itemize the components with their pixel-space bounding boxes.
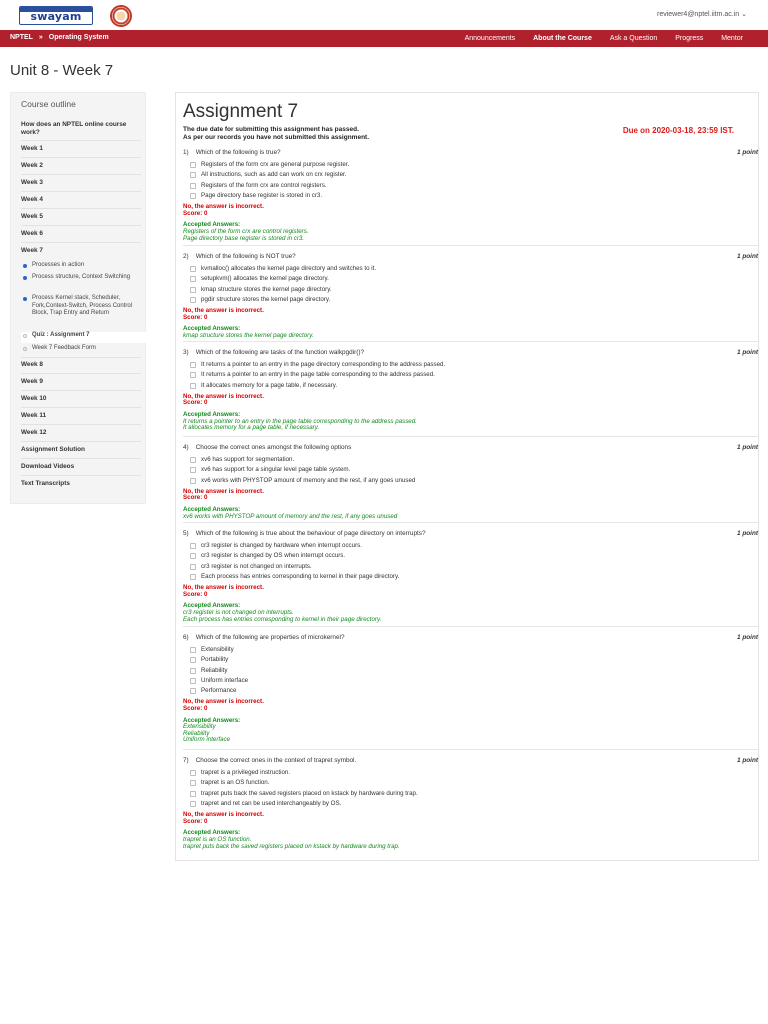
page-title: Unit 8 - Week 7 [10,62,114,79]
accepted-answers-label: Accepted Answers: [183,411,241,419]
option-label: Each process has entries corresponding to kernel in their page directory. [201,572,400,580]
answer-option[interactable] [183,667,758,677]
question-divider [183,749,758,750]
answer-option[interactable] [183,790,758,800]
option-label: Uniform interface [201,676,249,684]
answer-option[interactable] [183,656,758,666]
option-checkbox[interactable] [190,362,196,368]
incorrect-message: No, the answer is incorrect. [183,487,264,495]
accepted-answer: kmap structure stores the kernel page directory. [183,331,314,339]
option-label: xv6 has support for segmentation. [201,456,295,463]
accepted-answers-label: Accepted Answers: [183,325,241,333]
option-checkbox[interactable] [190,172,196,178]
option-checkbox[interactable] [190,183,196,189]
answer-feedback [183,489,758,520]
score-text: Score: 0 [183,209,208,217]
option-checkbox[interactable] [190,162,196,168]
option-checkbox[interactable] [190,678,196,684]
answer-option[interactable] [183,573,758,583]
option-label: Registers of the form crx are general purpose register. [201,161,350,168]
score-text: Score: 0 [183,399,208,407]
sidebar-subitem-label: Quiz : Assignment 7 [32,332,90,338]
score-text: Score: 0 [183,590,208,598]
sidebar-divider [21,174,141,175]
sidebar-divider [21,157,141,158]
option-label: Portability [201,656,229,664]
option-checkbox[interactable] [190,647,196,653]
option-checkbox[interactable] [190,688,196,694]
question-header [183,253,758,265]
accepted-answer: Page directory base register is stored in cr3. [183,234,305,242]
answer-option[interactable] [183,687,758,697]
top-header [0,0,768,30]
question-divider [183,626,758,627]
sidebar-divider [21,407,141,408]
question-number: 5) [183,530,189,537]
sidebar-subitem[interactable] [23,274,141,282]
option-checkbox[interactable] [190,297,196,303]
question-number: 6) [183,634,189,641]
answer-option[interactable] [183,171,758,181]
incorrect-message: No, the answer is incorrect. [183,307,264,315]
nav-progress[interactable]: Progress [675,35,704,42]
sidebar-divider [21,424,141,425]
accepted-answers-label: Accepted Answers: [183,602,241,610]
accepted-answer: Each process has entries corresponding to kernel in their page directory. [183,615,382,623]
incorrect-message: No, the answer is incorrect. [183,203,264,211]
option-label: trapret is a privileged instruction. [201,769,291,776]
incorrect-message: No, the answer is incorrect. [183,811,264,819]
sidebar-item-week-7[interactable]: Week 7 [21,247,43,254]
answer-option[interactable] [183,542,758,552]
swayam-logo[interactable] [19,6,93,25]
assignment-card [175,92,759,861]
accepted-answers-label: Accepted Answers: [183,829,241,837]
sidebar-subitem[interactable] [23,345,141,353]
breadcrumb-nptel[interactable]: NPTEL [10,34,33,41]
sidebar-divider [21,140,141,141]
question-text: Which of the following is NOT true? [195,253,296,260]
answer-option[interactable] [183,646,758,656]
option-label: cr3 register is not changed on interrupts. [201,562,312,570]
option-label: It allocates memory for a page table, if necessary. [201,381,338,389]
breadcrumb [10,34,113,41]
completed-dot-icon [23,264,27,268]
question-block [183,530,758,623]
option-checkbox[interactable] [190,478,196,484]
sidebar-subitem-label: Process structure, Context Switching [32,274,131,280]
answer-feedback [183,812,758,850]
question-header [183,530,758,542]
question-divider [183,341,758,342]
answer-option[interactable] [183,275,758,285]
option-label: xv6 has support for a singular level page table system. [201,466,351,474]
nav-mentor[interactable]: Mentor [721,35,743,42]
question-points: 1 point [737,149,758,156]
answer-option[interactable] [183,563,758,573]
question-block [183,349,758,432]
answer-feedback [183,204,758,242]
option-label: pgdir structure stores the kernel page directory. [201,295,331,303]
breadcrumb-separator: » [38,34,43,41]
sidebar-subitem-label: Processes in action [32,262,85,268]
question-divider [183,436,758,437]
answer-option[interactable] [183,800,758,810]
question-header [183,149,758,161]
breadcrumb-course[interactable]: Operating System [48,34,109,41]
sidebar-item-week-3[interactable]: Week 3 [21,179,43,186]
sidebar-divider [21,357,141,358]
answer-option[interactable] [183,182,758,192]
answer-option[interactable] [183,265,758,275]
option-checkbox[interactable] [190,564,196,570]
institute-seal-icon[interactable] [110,5,132,27]
accepted-answers-label: Accepted Answers: [183,221,241,229]
answer-option[interactable] [183,779,758,789]
question-points: 1 point [737,634,758,641]
question-number: 1) [183,149,189,156]
option-checkbox[interactable] [190,287,196,293]
option-label: trapret and ret can be used interchangeably by OS. [201,799,342,807]
option-label: It returns a pointer to an entry in the page directory corresponding to the address passed. [201,361,446,368]
question-block [183,444,758,520]
assignment-title: Assignment 7 [183,101,299,122]
question-text: Choose the correct ones amongst the following options [195,444,352,451]
sidebar-item-how-it-works[interactable]: How does an NPTEL online course work? [21,121,127,136]
sidebar-divider [21,242,141,243]
question-block [183,149,758,242]
sidebar-item-week-11[interactable]: Week 11 [21,412,47,419]
answer-feedback [183,308,758,339]
incorrect-message: No, the answer is incorrect. [183,698,264,706]
sidebar-item-download-videos[interactable]: Download Videos [21,463,75,470]
score-text: Score: 0 [183,817,208,825]
option-checkbox[interactable] [190,457,196,463]
option-label: All instructions, such as add can work on crx register. [201,171,347,179]
sidebar-item-text-transcripts[interactable]: Text Transcripts [21,480,70,487]
accepted-answer: It allocates memory for a page table, if necessary. [183,424,320,432]
question-points: 1 point [737,757,758,764]
sidebar-item-week-6[interactable]: Week 6 [21,230,43,237]
question-points: 1 point [737,444,758,451]
sidebar-subitem[interactable] [23,262,141,270]
completed-dot-icon [23,276,27,280]
option-checkbox[interactable] [190,553,196,559]
question-block [183,634,758,744]
unvisited-circle-icon [23,347,27,351]
question-points: 1 point [737,349,758,356]
answer-option[interactable] [183,192,758,202]
course-outline-title: Course outline [21,99,76,109]
question-divider [183,245,758,246]
accepted-answer: cr3 register is not changed on interrupts. [183,608,294,616]
option-label: trapret puts back the saved registers placed on kstack by hardware during trap. [201,789,418,797]
sidebar-subitem-label: Process Kernel stack, Scheduler, Fork,Context-Switch, Process Control Block, Trap Entry and Return [32,295,133,316]
question-block [183,757,758,850]
notice-line-2: As per our records you have not submitted this assignment. [183,134,370,141]
sidebar-item-week-1[interactable]: Week 1 [21,145,43,152]
completed-dot-icon [23,297,27,301]
sidebar-item-week-9[interactable]: Week 9 [21,378,43,385]
option-checkbox[interactable] [190,193,196,199]
option-label: trapret is an OS function. [201,779,270,787]
option-checkbox[interactable] [190,467,196,473]
answer-option[interactable] [183,361,758,371]
option-label: It returns a pointer to an entry in the page table corresponding to the address passed. [201,371,435,379]
sidebar-divider [21,373,141,374]
question-header [183,634,758,646]
question-number: 4) [183,444,189,451]
option-label: Extensibility [201,646,234,653]
answer-option[interactable] [183,456,758,466]
option-checkbox[interactable] [190,383,196,389]
answer-option[interactable] [183,552,758,562]
answer-option[interactable] [183,477,758,487]
option-label: kvmalloc() allocates the kernel page directory and switches to it. [201,265,377,272]
accepted-answer: trapret puts back the saved registers placed on kstack by hardware during trap. [183,842,400,850]
sidebar-divider [21,191,141,192]
sidebar-item-week-5[interactable]: Week 5 [21,213,43,220]
option-label: Registers of the form crx are control registers. [201,181,327,189]
option-checkbox[interactable] [190,543,196,549]
answer-option[interactable] [183,286,758,296]
question-number: 7) [183,757,189,764]
option-label: cr3 register is changed by OS when interrupt occurs. [201,552,346,560]
accepted-answer: trapret is an OS function. [183,835,252,843]
sidebar-divider [21,390,141,391]
option-label: Page directory base register is stored in cr3. [201,191,323,199]
submission-notice [183,126,369,142]
option-label: setupkvm() allocates the kernel page directory. [201,275,329,283]
accepted-answers-label: Accepted Answers: [183,506,241,514]
accepted-answer: Registers of the form crx are control registers. [183,227,309,235]
question-number: 2) [183,253,189,260]
sidebar-divider [21,458,141,459]
course-outline-sidebar [10,92,146,504]
option-checkbox[interactable] [190,780,196,786]
score-text: Score: 0 [183,494,208,502]
answer-option[interactable] [183,677,758,687]
question-divider [183,522,758,523]
option-checkbox[interactable] [190,574,196,580]
user-account-menu[interactable]: reviewer4@nptel.iitm.ac.in ⌄ [656,11,747,18]
score-text: Score: 0 [183,313,208,321]
nav-ask-question[interactable]: Ask a Question [609,35,658,42]
sidebar-subitem[interactable] [23,295,141,318]
accepted-answer: It returns a pointer to an entry in the page table corresponding to the address passed. [183,417,417,425]
answer-option[interactable] [183,466,758,476]
sidebar-item-week-8[interactable]: Week 8 [21,361,43,368]
option-checkbox[interactable] [190,276,196,282]
accepted-answer: Reliability [183,729,210,737]
sidebar-item-week-10[interactable]: Week 10 [21,395,47,402]
question-text: Which of the following is true? [195,149,281,156]
question-text: Choose the correct ones in the context of trapret symbol. [195,757,357,764]
option-checkbox[interactable] [190,791,196,797]
sidebar-divider [21,475,141,476]
nav-about-course[interactable]: About the Course [533,35,592,42]
answer-option[interactable] [183,769,758,779]
accepted-answers-label: Accepted Answers: [183,716,241,724]
sidebar-divider [21,208,141,209]
sidebar-subitem-label: Week 7 Feedback Form [32,345,96,351]
sidebar-divider [21,225,141,226]
option-checkbox[interactable] [190,801,196,807]
answer-option[interactable] [183,371,758,381]
accepted-answer: Extensibility [183,723,216,731]
course-navbar [0,30,768,47]
answer-feedback [183,699,758,744]
answer-feedback [183,585,758,623]
score-text: Score: 0 [183,705,208,713]
incorrect-message: No, the answer is incorrect. [183,392,264,400]
question-header [183,757,758,769]
sidebar-item-week-4[interactable]: Week 4 [21,196,43,203]
question-points: 1 point [737,253,758,260]
sidebar-divider [21,441,141,442]
question-block [183,253,758,340]
question-text: Which of the following are properties of microkernel? [195,634,345,641]
answer-option[interactable] [183,296,758,306]
option-label: kmap structure stores the kernel page directory. [201,285,332,293]
question-text: Which of the following are tasks of the function walkpgdir()? [195,349,365,356]
swayam-logo-text: swayam [30,10,82,23]
question-header [183,349,758,361]
answer-option[interactable] [183,382,758,392]
option-label: cr3 register is changed by hardware when interrupt occurs. [201,542,362,549]
option-checkbox[interactable] [190,668,196,674]
option-checkbox[interactable] [190,657,196,663]
option-label: Performance [201,687,237,695]
question-number: 3) [183,349,189,356]
question-points: 1 point [737,530,758,537]
sidebar-item-assignment-solution[interactable]: Assignment Solution [21,446,85,453]
sidebar-item-week-12[interactable]: Week 12 [21,429,47,436]
due-date: Due on 2020-03-18, 23:59 IST. [622,126,734,135]
option-checkbox[interactable] [190,770,196,776]
question-header [183,444,758,456]
incorrect-message: No, the answer is incorrect. [183,584,264,592]
unvisited-circle-icon [23,334,27,338]
question-text: Which of the following is true about the behaviour of page directory on interrupts? [195,530,426,537]
option-checkbox[interactable] [190,372,196,378]
option-checkbox[interactable] [190,266,196,272]
sidebar-subitem-current-quiz[interactable] [21,332,147,343]
answer-feedback [183,394,758,432]
sidebar-item-week-2[interactable]: Week 2 [21,162,43,169]
answer-option[interactable] [183,161,758,171]
nav-links [449,35,743,42]
notice-line-1: The due date for submitting this assignment has passed. [183,126,359,133]
nav-announcements[interactable]: Announcements [464,35,516,42]
option-label: xv6 works with PHYSTOP amount of memory and the rest, if any goes unused [201,476,416,484]
option-label: Reliability [201,666,228,674]
accepted-answer: Uniform interface [183,736,231,744]
accepted-answer: xv6 works with PHYSTOP amount of memory and the rest, if any goes unused [183,512,398,520]
